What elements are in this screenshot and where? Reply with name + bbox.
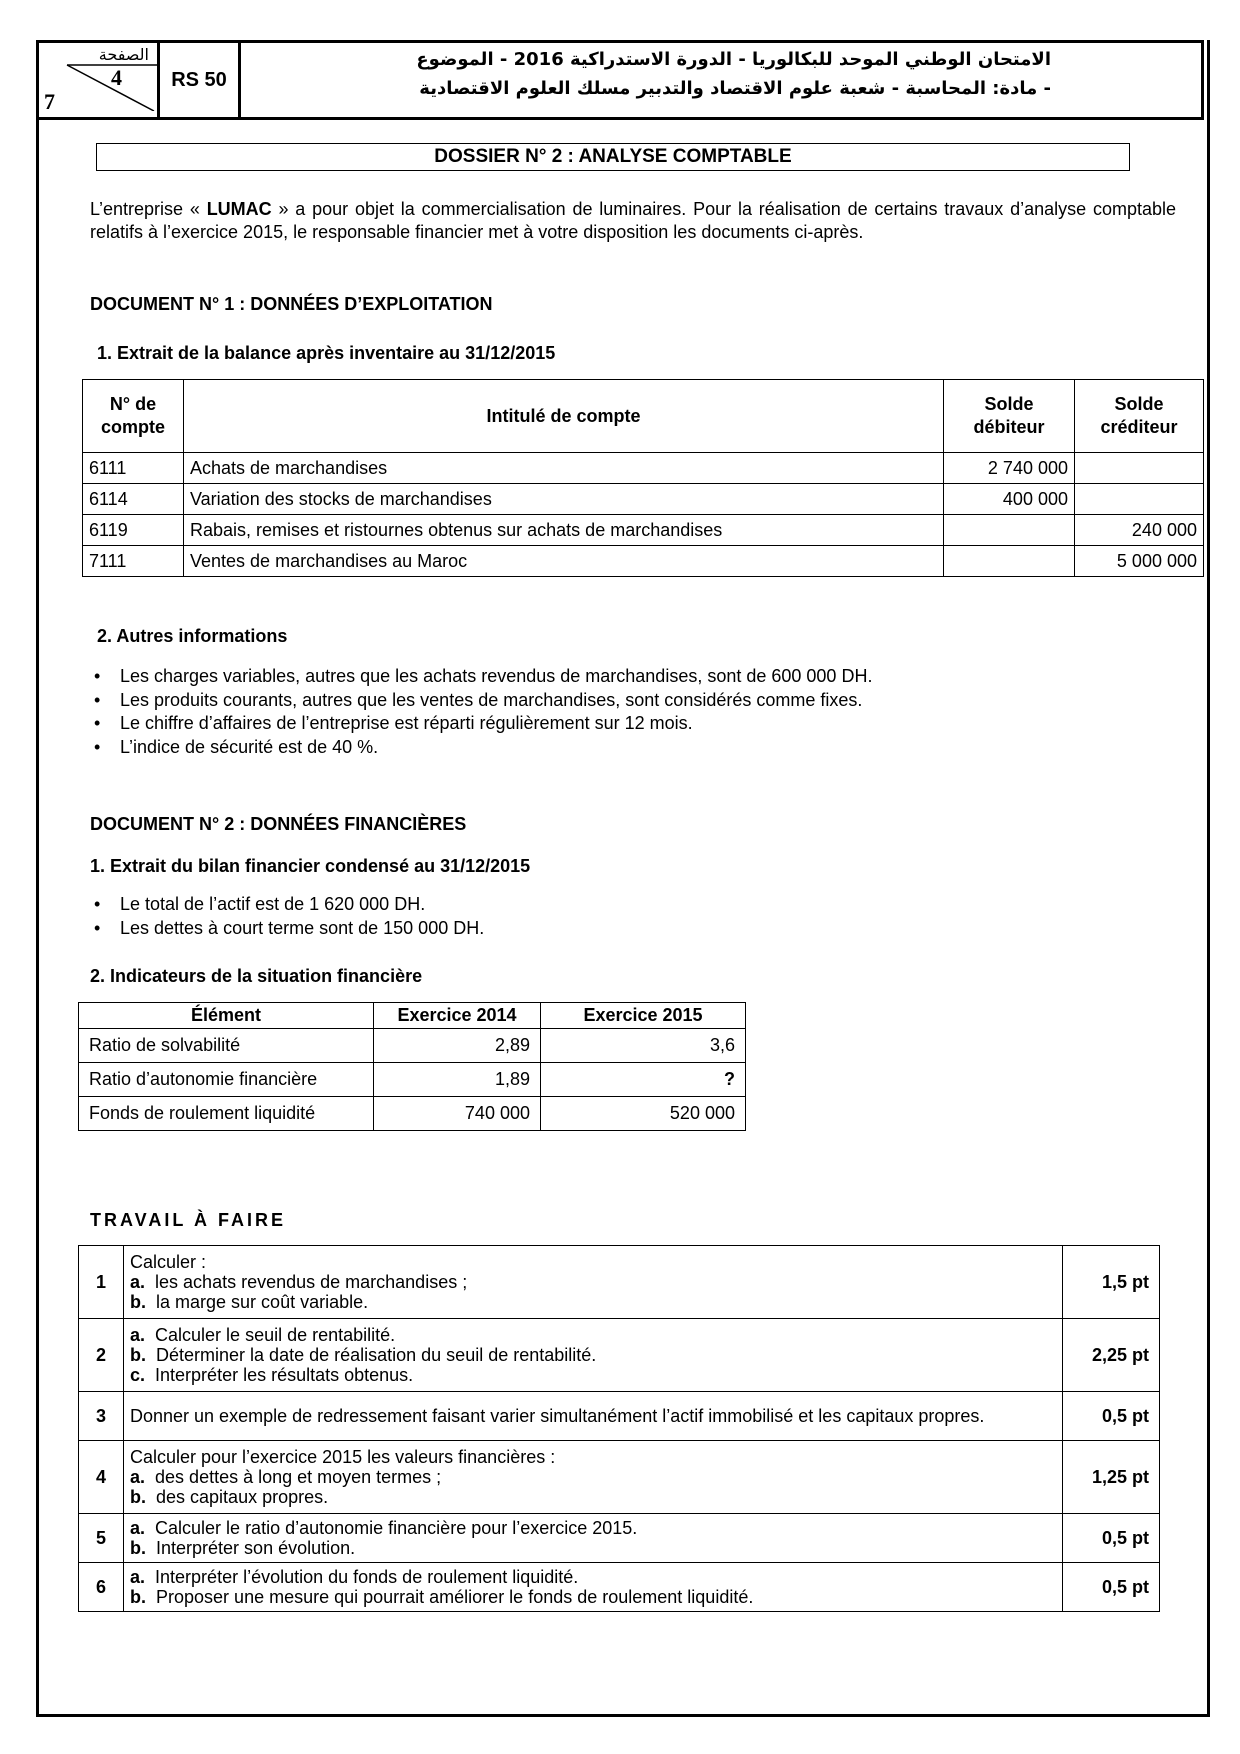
task-number: 4 [79, 1441, 124, 1514]
task-line-key: b. [130, 1345, 146, 1365]
header-2014: Exercice 2014 [374, 1003, 541, 1029]
task-line-key: b. [130, 1292, 146, 1312]
task-line [130, 1567, 1056, 1587]
doc2-title: DOCUMENT N° 2 : DONNÉES FINANCIÈRES [90, 814, 467, 834]
task-line-text: des dettes à long et moyen termes ; [155, 1467, 442, 1487]
task-line [130, 1518, 1056, 1538]
task-line-text: Calculer : [130, 1252, 207, 1272]
table-row [83, 515, 1204, 546]
intro-part1: L’entreprise « [90, 199, 207, 219]
table-row [83, 546, 1204, 577]
debit-value: 400 000 [944, 484, 1075, 515]
doc1-section1-title: 1. Extrait de la balance après inventaire au 31/12/2015 [97, 343, 556, 363]
credit-value [1075, 484, 1204, 515]
financial-indicators-table [78, 1002, 746, 1131]
header-credit: Solde créditeur [1075, 380, 1204, 453]
list-item: • Les produits courants, autres que les ventes de marchandises, sont considérés comme fixes. [120, 689, 1200, 713]
value-2015: 520 000 [541, 1097, 746, 1131]
list-item: • Les dettes à court terme sont de 150 000 DH. [120, 917, 1200, 941]
value-2014: 2,89 [374, 1029, 541, 1063]
doc2-section2-title: 2. Indicateurs de la situation financière [90, 966, 423, 986]
task-line-key: a. [130, 1272, 146, 1292]
task-line [130, 1272, 1056, 1292]
task-description [124, 1563, 1063, 1612]
task-line-text: Interpréter l’évolution du fonds de roulement liquidité. [155, 1567, 579, 1587]
exam-header [36, 40, 1204, 120]
task-line [130, 1345, 1056, 1365]
table-row [83, 484, 1204, 515]
task-line [130, 1587, 1056, 1607]
tasks-table [78, 1245, 1160, 1612]
page-number: 4 [111, 65, 122, 90]
debit-value: 2 740 000 [944, 453, 1075, 484]
task-line-text: Proposer une mesure qui pourrait améliorer le fonds de roulement liquidité. [156, 1587, 754, 1607]
task-line-text: Déterminer la date de réalisation du seuil de rentabilité. [156, 1345, 597, 1365]
account-label: Rabais, remises et ristournes obtenus sur achats de marchandises [184, 515, 944, 546]
task-description [124, 1319, 1063, 1392]
page-number-box [39, 43, 160, 117]
task-line-text: Donner un exemple de redressement faisant varier simultanément l’actif immobilisé et les capitaux propres. [130, 1406, 985, 1426]
task-points: 0,5 pt [1063, 1392, 1160, 1441]
task-number: 3 [79, 1392, 124, 1441]
task-points: 2,25 pt [1063, 1319, 1160, 1392]
balance-table [82, 379, 1204, 577]
exam-code: RS 50 [160, 43, 241, 117]
table-header-row [79, 1003, 746, 1029]
doc1-title: DOCUMENT N° 1 : DONNÉES D’EXPLOITATION [90, 294, 493, 314]
task-line [130, 1292, 1056, 1312]
task-line-text: Calculer le seuil de rentabilité. [155, 1325, 396, 1345]
account-label: Achats de marchandises [184, 453, 944, 484]
task-line-text: Interpréter son évolution. [156, 1538, 356, 1558]
account-number: 6119 [83, 515, 184, 546]
task-line-text: les achats revendus de marchandises ; [155, 1272, 468, 1292]
task-line-text: Calculer pour l’exercice 2015 les valeurs financières : [130, 1447, 556, 1467]
task-number: 6 [79, 1563, 124, 1612]
task-line [130, 1487, 1056, 1507]
list-item: • Le chiffre d’affaires de l’entreprise est réparti régulièrement sur 12 mois. [120, 712, 1200, 736]
table-row [79, 1563, 1160, 1612]
list-item: • L’indice de sécurité est de 40 %. [120, 736, 1200, 760]
account-number: 7111 [83, 546, 184, 577]
task-description [124, 1246, 1063, 1319]
table-header-row [83, 380, 1204, 453]
task-line [130, 1406, 1056, 1426]
task-line [130, 1538, 1056, 1558]
task-line-key: a. [130, 1325, 146, 1345]
account-number: 6114 [83, 484, 184, 515]
header-debit: Solde débiteur [944, 380, 1075, 453]
task-line-text: la marge sur coût variable. [156, 1292, 369, 1312]
task-line [130, 1365, 1056, 1385]
header-2015: Exercice 2015 [541, 1003, 746, 1029]
intro-part2: » a pour objet la commercialisation de luminaires. Pour la réalisation de certains travaux d’analyse comptable relatifs à l’exercice 2015, le responsable financier met à votre disposition les documents ci-après. [90, 199, 1177, 242]
table-row [79, 1392, 1160, 1441]
task-line-text: des capitaux propres. [156, 1487, 329, 1507]
travail-title: TRAVAIL À FAIRE [90, 1210, 287, 1230]
task-line [130, 1325, 1056, 1345]
table-row [79, 1441, 1160, 1514]
task-line-key: b. [130, 1538, 146, 1558]
credit-value: 240 000 [1075, 515, 1204, 546]
task-number: 1 [79, 1246, 124, 1319]
task-points: 1,5 pt [1063, 1246, 1160, 1319]
value-2015: 3,6 [541, 1029, 746, 1063]
task-description [124, 1514, 1063, 1563]
table-row [83, 453, 1204, 484]
company-name: LUMAC [206, 199, 272, 219]
task-points: 0,5 pt [1063, 1514, 1160, 1563]
task-line-key: b. [130, 1587, 146, 1607]
account-number: 6111 [83, 453, 184, 484]
indicator-label: Ratio d’autonomie financière [79, 1063, 374, 1097]
task-line [130, 1467, 1056, 1487]
task-points: 0,5 pt [1063, 1563, 1160, 1612]
table-row [79, 1246, 1160, 1319]
task-number: 5 [79, 1514, 124, 1563]
task-number: 2 [79, 1319, 124, 1392]
doc1-section2-title: 2. Autres informations [97, 626, 288, 646]
list-item: • Le total de l’actif est de 1 620 000 DH. [120, 893, 1200, 917]
indicator-label: Fonds de roulement liquidité [79, 1097, 374, 1131]
table-row [79, 1029, 746, 1063]
task-line-key: a. [130, 1518, 146, 1538]
list-item: • Les charges variables, autres que les achats revendus de marchandises, sont de 600 000 DH. [120, 665, 1200, 689]
task-line-key: a. [130, 1567, 146, 1587]
dossier-title: DOSSIER N° 2 : ANALYSE COMPTABLE [96, 143, 1130, 171]
value-2015: ? [541, 1063, 746, 1097]
debit-value [944, 515, 1075, 546]
table-row [79, 1063, 746, 1097]
header-account-number: N° de compte [83, 380, 184, 453]
task-line [130, 1447, 1056, 1467]
task-points: 1,25 pt [1063, 1441, 1160, 1514]
task-line-key: c. [130, 1365, 146, 1385]
task-line-key: a. [130, 1467, 146, 1487]
header-account-label: Intitulé de compte [184, 380, 944, 453]
indicator-label: Ratio de solvabilité [79, 1029, 374, 1063]
arabic-line-1: الامتحان الوطني الموحد للبكالوريا - الدورة الاستدراكية 2016 - الموضوع [416, 49, 1051, 70]
page-total: 7 [44, 89, 55, 114]
value-2014: 1,89 [374, 1063, 541, 1097]
intro-paragraph [90, 198, 1176, 244]
page-label: الصفحة [98, 45, 149, 64]
task-line [130, 1252, 1056, 1272]
table-row [79, 1319, 1160, 1392]
task-line-text: Interpréter les résultats obtenus. [155, 1365, 414, 1385]
account-label: Ventes de marchandises au Maroc [184, 546, 944, 577]
account-label: Variation des stocks de marchandises [184, 484, 944, 515]
arabic-line-2: - مادة: المحاسبة - شعبة علوم الاقتصاد والتدبير مسلك العلوم الاقتصادية [419, 78, 1051, 99]
task-description [124, 1392, 1063, 1441]
credit-value: 5 000 000 [1075, 546, 1204, 577]
doc1-bullet-list [90, 665, 1200, 759]
task-line-text: Calculer le ratio d’autonomie financière pour l’exercice 2015. [155, 1518, 638, 1538]
value-2014: 740 000 [374, 1097, 541, 1131]
exam-title-arabic [241, 43, 1201, 117]
table-row [79, 1514, 1160, 1563]
doc2-section1-title: 1. Extrait du bilan financier condensé au 31/12/2015 [90, 856, 531, 876]
header-element: Élément [79, 1003, 374, 1029]
doc2-bullet-list [90, 893, 1200, 940]
task-line-key: b. [130, 1487, 146, 1507]
task-description [124, 1441, 1063, 1514]
table-row [79, 1097, 746, 1131]
debit-value [944, 546, 1075, 577]
credit-value [1075, 453, 1204, 484]
